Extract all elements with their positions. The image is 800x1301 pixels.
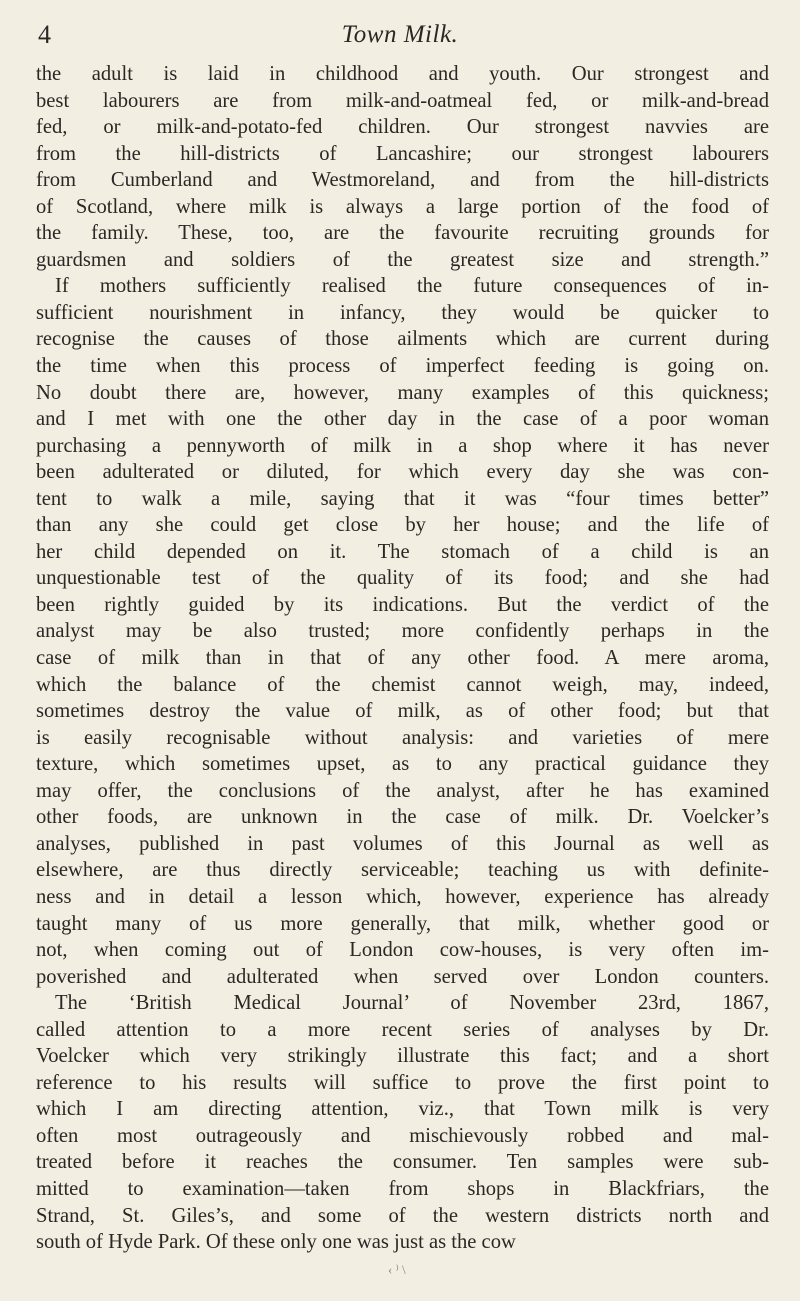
text-line: recognise the causes of those ailments which are current during <box>36 328 769 351</box>
text-line: been rightly guided by its indications. But the verdict of the <box>36 593 769 616</box>
text-line: reference to his results will suffice to prove the first point to <box>36 1071 769 1094</box>
text-line: ness and in detail a lesson which, however, experience has already <box>36 885 769 908</box>
text-line: the adult is laid in childhood and youth. Our strongest and <box>36 63 769 85</box>
text-line: mitted to examination—taken from shops in Blackfriars, the <box>36 1177 769 1200</box>
text-line: unquestionable test of the quality of its food; and she had <box>36 567 769 590</box>
text-line: the family. These, too, are the favourite recruiting grounds for <box>36 222 769 245</box>
text-line: purchasing a pennyworth of milk in a shop where it has never <box>36 434 769 457</box>
stray-marks: ‹ ⁾ \ <box>388 1262 406 1277</box>
text-line: from Cumberland and Westmoreland, and from the hill-districts <box>36 169 769 192</box>
text-line: which I am directing attention, viz., that Town milk is very <box>36 1098 769 1121</box>
text-line: texture, which sometimes upset, as to any practical guidance they <box>36 753 769 776</box>
text-line: her child depended on it. The stomach of a child is an <box>36 540 769 563</box>
text-line: Strand, St. Giles’s, and some of the western districts north and <box>36 1204 769 1227</box>
text-line: poverished and adulterated when served over London counters. <box>36 965 769 988</box>
text-line: from the hill-districts of Lancashire; our strongest labourers <box>36 142 769 165</box>
text-line: not, when coming out of London cow-houses, is very often im- <box>36 939 769 962</box>
text-line: tent to walk a mile, saying that it was “four times better” <box>36 487 769 510</box>
text-line: than any she could get close by her house; and the life of <box>36 514 769 537</box>
text-line: analyst may be also trusted; more confidently perhaps in the <box>36 620 769 643</box>
text-line: The ‘British Medical Journal’ of November 23rd, 1867, <box>55 992 769 1015</box>
page-header <box>38 20 762 54</box>
text-line: often most outrageously and mischievously robbed and mal- <box>36 1124 769 1147</box>
text-line: called attention to a more recent series of analyses by Dr. <box>36 1018 769 1041</box>
text-line: and I met with one the other day in the case of a poor woman <box>36 408 769 431</box>
page-number: 4 <box>38 20 51 49</box>
text-line: other foods, are unknown in the case of milk. Dr. Voelcker’s <box>36 806 769 829</box>
text-line: No doubt there are, however, many examples of this quickness; <box>36 381 769 404</box>
text-line: Voelcker which very strikingly illustrate this fact; and a short <box>36 1045 769 1068</box>
text-line: which the balance of the chemist cannot weigh, may, indeed, <box>36 673 769 696</box>
text-line: If mothers sufficiently realised the future consequences of in- <box>55 275 769 298</box>
text-line: treated before it reaches the consumer. Ten samples were sub- <box>36 1151 769 1174</box>
text-line: is easily recognisable without analysis: and varieties of mere <box>36 726 769 749</box>
body-text <box>36 61 769 1256</box>
text-line: fed, or milk-and-potato-fed children. Our strongest navvies are <box>36 116 769 139</box>
text-line: sometimes destroy the value of milk, as of other food; but that <box>36 700 769 723</box>
text-line: taught many of us more generally, that milk, whether good or <box>36 912 769 935</box>
text-line: of Scotland, where milk is always a large portion of the food of <box>36 195 769 218</box>
text-line: south of Hyde Park. Of these only one was just as the cow <box>36 1231 516 1254</box>
text-line: analyses, published in past volumes of this Journal as well as <box>36 832 769 855</box>
text-line: the time when this process of imperfect feeding is going on. <box>36 355 769 378</box>
text-line: guardsmen and soldiers of the greatest size and strength.” <box>36 248 769 271</box>
text-line: may offer, the conclusions of the analyst, after he has examined <box>36 779 769 802</box>
text-line: been adulterated or diluted, for which every day she was con- <box>36 461 769 484</box>
text-line: best labourers are from milk-and-oatmeal fed, or milk-and-bread <box>36 89 769 112</box>
text-line: sufficient nourishment in infancy, they would be quicker to <box>36 301 769 324</box>
text-line: case of milk than in that of any other food. A mere aroma, <box>36 647 769 670</box>
running-title: Town Milk. <box>341 21 459 48</box>
text-line: elsewhere, are thus directly serviceable; teaching us with definite- <box>36 859 769 882</box>
